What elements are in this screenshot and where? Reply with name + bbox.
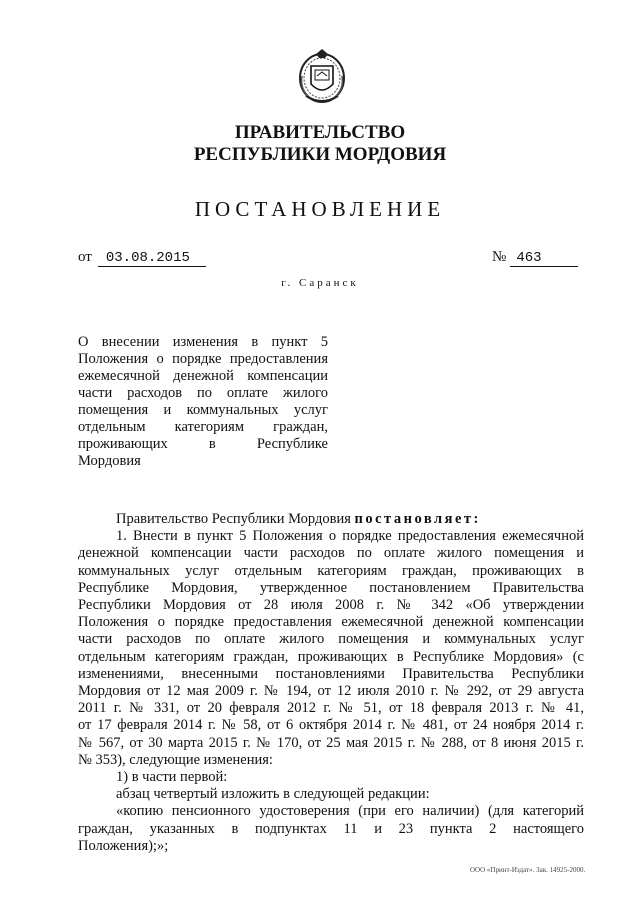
number-prefix: № xyxy=(492,249,507,265)
body-line: изменениями, внесенными постановлениями Правительства Республики xyxy=(78,665,584,682)
subject-line: О внесении изменения в пункт 5 xyxy=(78,334,328,350)
coat-of-arms-icon xyxy=(296,46,348,106)
body-line: части расходов по оплате жилого помещения и коммунальных услуг xyxy=(78,631,584,648)
decree-word: постановляет: xyxy=(354,511,481,527)
body-line: Республики Мордовия от 28 июля 2008 г. № 342 «Об утверждении xyxy=(78,597,584,614)
body-line: от 17 февраля 2014 г. № 58, от 6 октября 2014 г. № 481, от 24 ноября 2014 г. xyxy=(78,717,584,734)
body-line: № 567, от 30 марта 2015 г. № 170, от 25 мая 2015 г. № 288, от 8 июня 2015 г. xyxy=(78,734,584,751)
body-line: абзац четвертый изложить в следующей редакции: xyxy=(116,786,430,803)
body-line: Мордовия от 12 мая 2009 г. № 194, от 12 июля 2010 г. № 292, от 29 августа xyxy=(78,683,584,700)
subject-line: проживающих в Республике xyxy=(78,436,328,452)
body-line: 2011 г. № 331, от 20 февраля 2012 г. № 51, от 18 февраля 2013 г. № 41, xyxy=(78,700,584,717)
city-label: г. Саранск xyxy=(281,277,359,289)
intro-prefix: Правительство Республики Мордовия xyxy=(116,511,355,527)
subject-line: Мордовия xyxy=(78,453,141,469)
government-title-line-2: РЕСПУБЛИКИ МОРДОВИЯ xyxy=(193,144,447,165)
body-line: Положения);»; xyxy=(78,837,169,854)
date-prefix: от xyxy=(78,249,92,265)
number-value: 463 xyxy=(510,250,578,267)
body-line: денежной компенсации части расходов по оплате жилого помещения и xyxy=(78,545,584,562)
date-value: 03.08.2015 xyxy=(98,250,206,267)
intro-line xyxy=(78,511,584,528)
body-line: «копию пенсионного удостоверения (при его наличии) (для категорий xyxy=(116,803,584,820)
body-text xyxy=(78,511,584,855)
body-line: Положения о порядке предоставления ежемесячной денежной компенсации xyxy=(78,614,584,631)
document-type: ПОСТАНОВЛЕНИЕ xyxy=(194,197,446,221)
subject-line: ежемесячной денежной компенсации xyxy=(78,368,328,384)
printer-mark: ООО «Принт-Издат». Зак. 14925-2000. xyxy=(470,866,586,874)
government-title-line-1: ПРАВИТЕЛЬСТВО xyxy=(234,122,406,143)
subject-line: помещения и коммунальных услуг xyxy=(78,402,328,418)
subject-line: Положения о порядке предоставления xyxy=(78,351,328,367)
body-line: отдельным категориям граждан, проживающих в Республике Мордовия» (с xyxy=(78,648,584,665)
subject-line: части расходов по оплате жилого xyxy=(78,385,328,401)
date-line xyxy=(78,249,206,267)
body-line: граждан, указанных в подпунктах 11 и 23 пункта 2 настоящего xyxy=(78,820,584,837)
body-line: № 353), следующие изменения: xyxy=(78,751,273,768)
subject-block xyxy=(78,334,328,470)
subject-line: отдельным категориям граждан, xyxy=(78,419,328,435)
number-line xyxy=(492,249,578,267)
body-line: коммунальных услуг отдельным категориям граждан, проживающих в xyxy=(78,562,584,579)
body-line: 1. Внести в пункт 5 Положения о порядке предоставления ежемесячной xyxy=(116,528,584,545)
body-line: 1) в части первой: xyxy=(116,769,228,786)
body-line: Республике Мордовия, утвержденное постановлением Правительства xyxy=(78,579,584,596)
